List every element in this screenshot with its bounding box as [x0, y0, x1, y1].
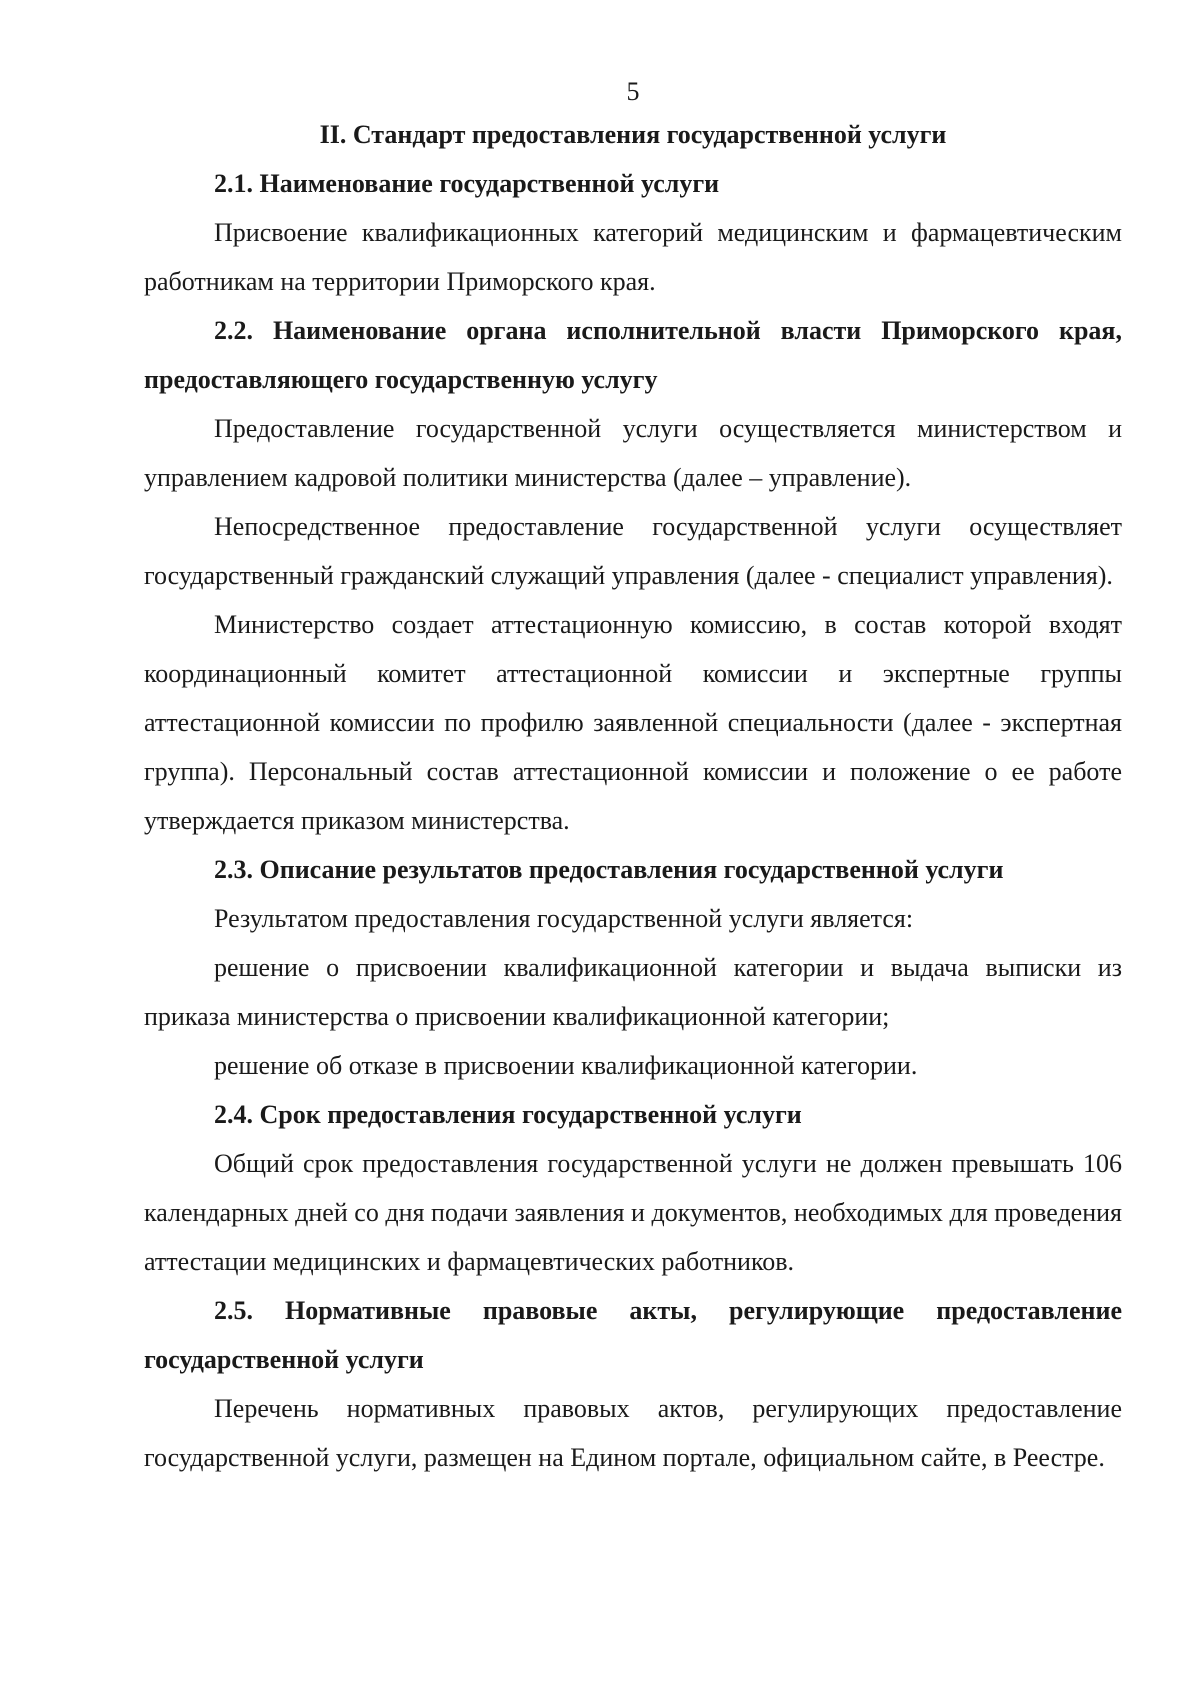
heading-2-2: 2.2. Наименование органа исполнительной власти Приморского края, предоставляющего государственную услугу: [144, 316, 1122, 394]
paragraph-direct-provision: Непосредственное предоставление государственной услуги осуществляет государственный гражданский служащий управления (далее - специалист управления).: [144, 512, 1122, 590]
heading-2-3: 2.3. Описание результатов предоставления государственной услуги: [214, 855, 1004, 884]
paragraph-result-granted: решение о присвоении квалификационной категории и выдача выписки из приказа министерства о присвоении квалификационной категории;: [144, 953, 1122, 1031]
paragraph-result-intro: Результатом предоставления государственной услуги является:: [214, 904, 914, 933]
paragraph-service-name: Присвоение квалификационных категорий медицинским и фармацевтическим работникам на территории Приморского края.: [144, 218, 1122, 296]
paragraph-result-refusal: решение об отказе в присвоении квалификационной категории.: [214, 1051, 918, 1080]
document-body: [144, 110, 1122, 1482]
heading-2-1: 2.1. Наименование государственной услуги: [214, 169, 720, 198]
heading-2-5: 2.5. Нормативные правовые акты, регулирующие предоставление государственной услуги: [144, 1296, 1122, 1374]
paragraph-legal-acts: Перечень нормативных правовых актов, регулирующих предоставление государственной услуги, размещен на Едином портале, официальном сайте, в Реестре.: [144, 1394, 1122, 1472]
paragraph-provider: Предоставление государственной услуги осуществляется министерством и управлением кадровой политики министерства (далее – управление).: [144, 414, 1122, 492]
paragraph-commission: Министерство создает аттестационную комиссию, в состав которой входят координационный комитет аттестационной комиссии и экспертные группы аттестационной комиссии по профилю заявленной специальности (далее - экспертная группа). Персональный состав аттестационной комиссии и положение о ее работе утверждается приказом министерства.: [144, 610, 1122, 835]
paragraph-term: Общий срок предоставления государственной услуги не должен превышать 106 календарных дней со дня подачи заявления и документов, необходимых для проведения аттестации медицинских и фармацевтических работников.: [144, 1149, 1122, 1276]
page-number: 5: [626, 77, 640, 106]
heading-2-4: 2.4. Срок предоставления государственной услуги: [214, 1100, 802, 1129]
section-title: II. Стандарт предоставления государственной услуги: [319, 120, 947, 149]
